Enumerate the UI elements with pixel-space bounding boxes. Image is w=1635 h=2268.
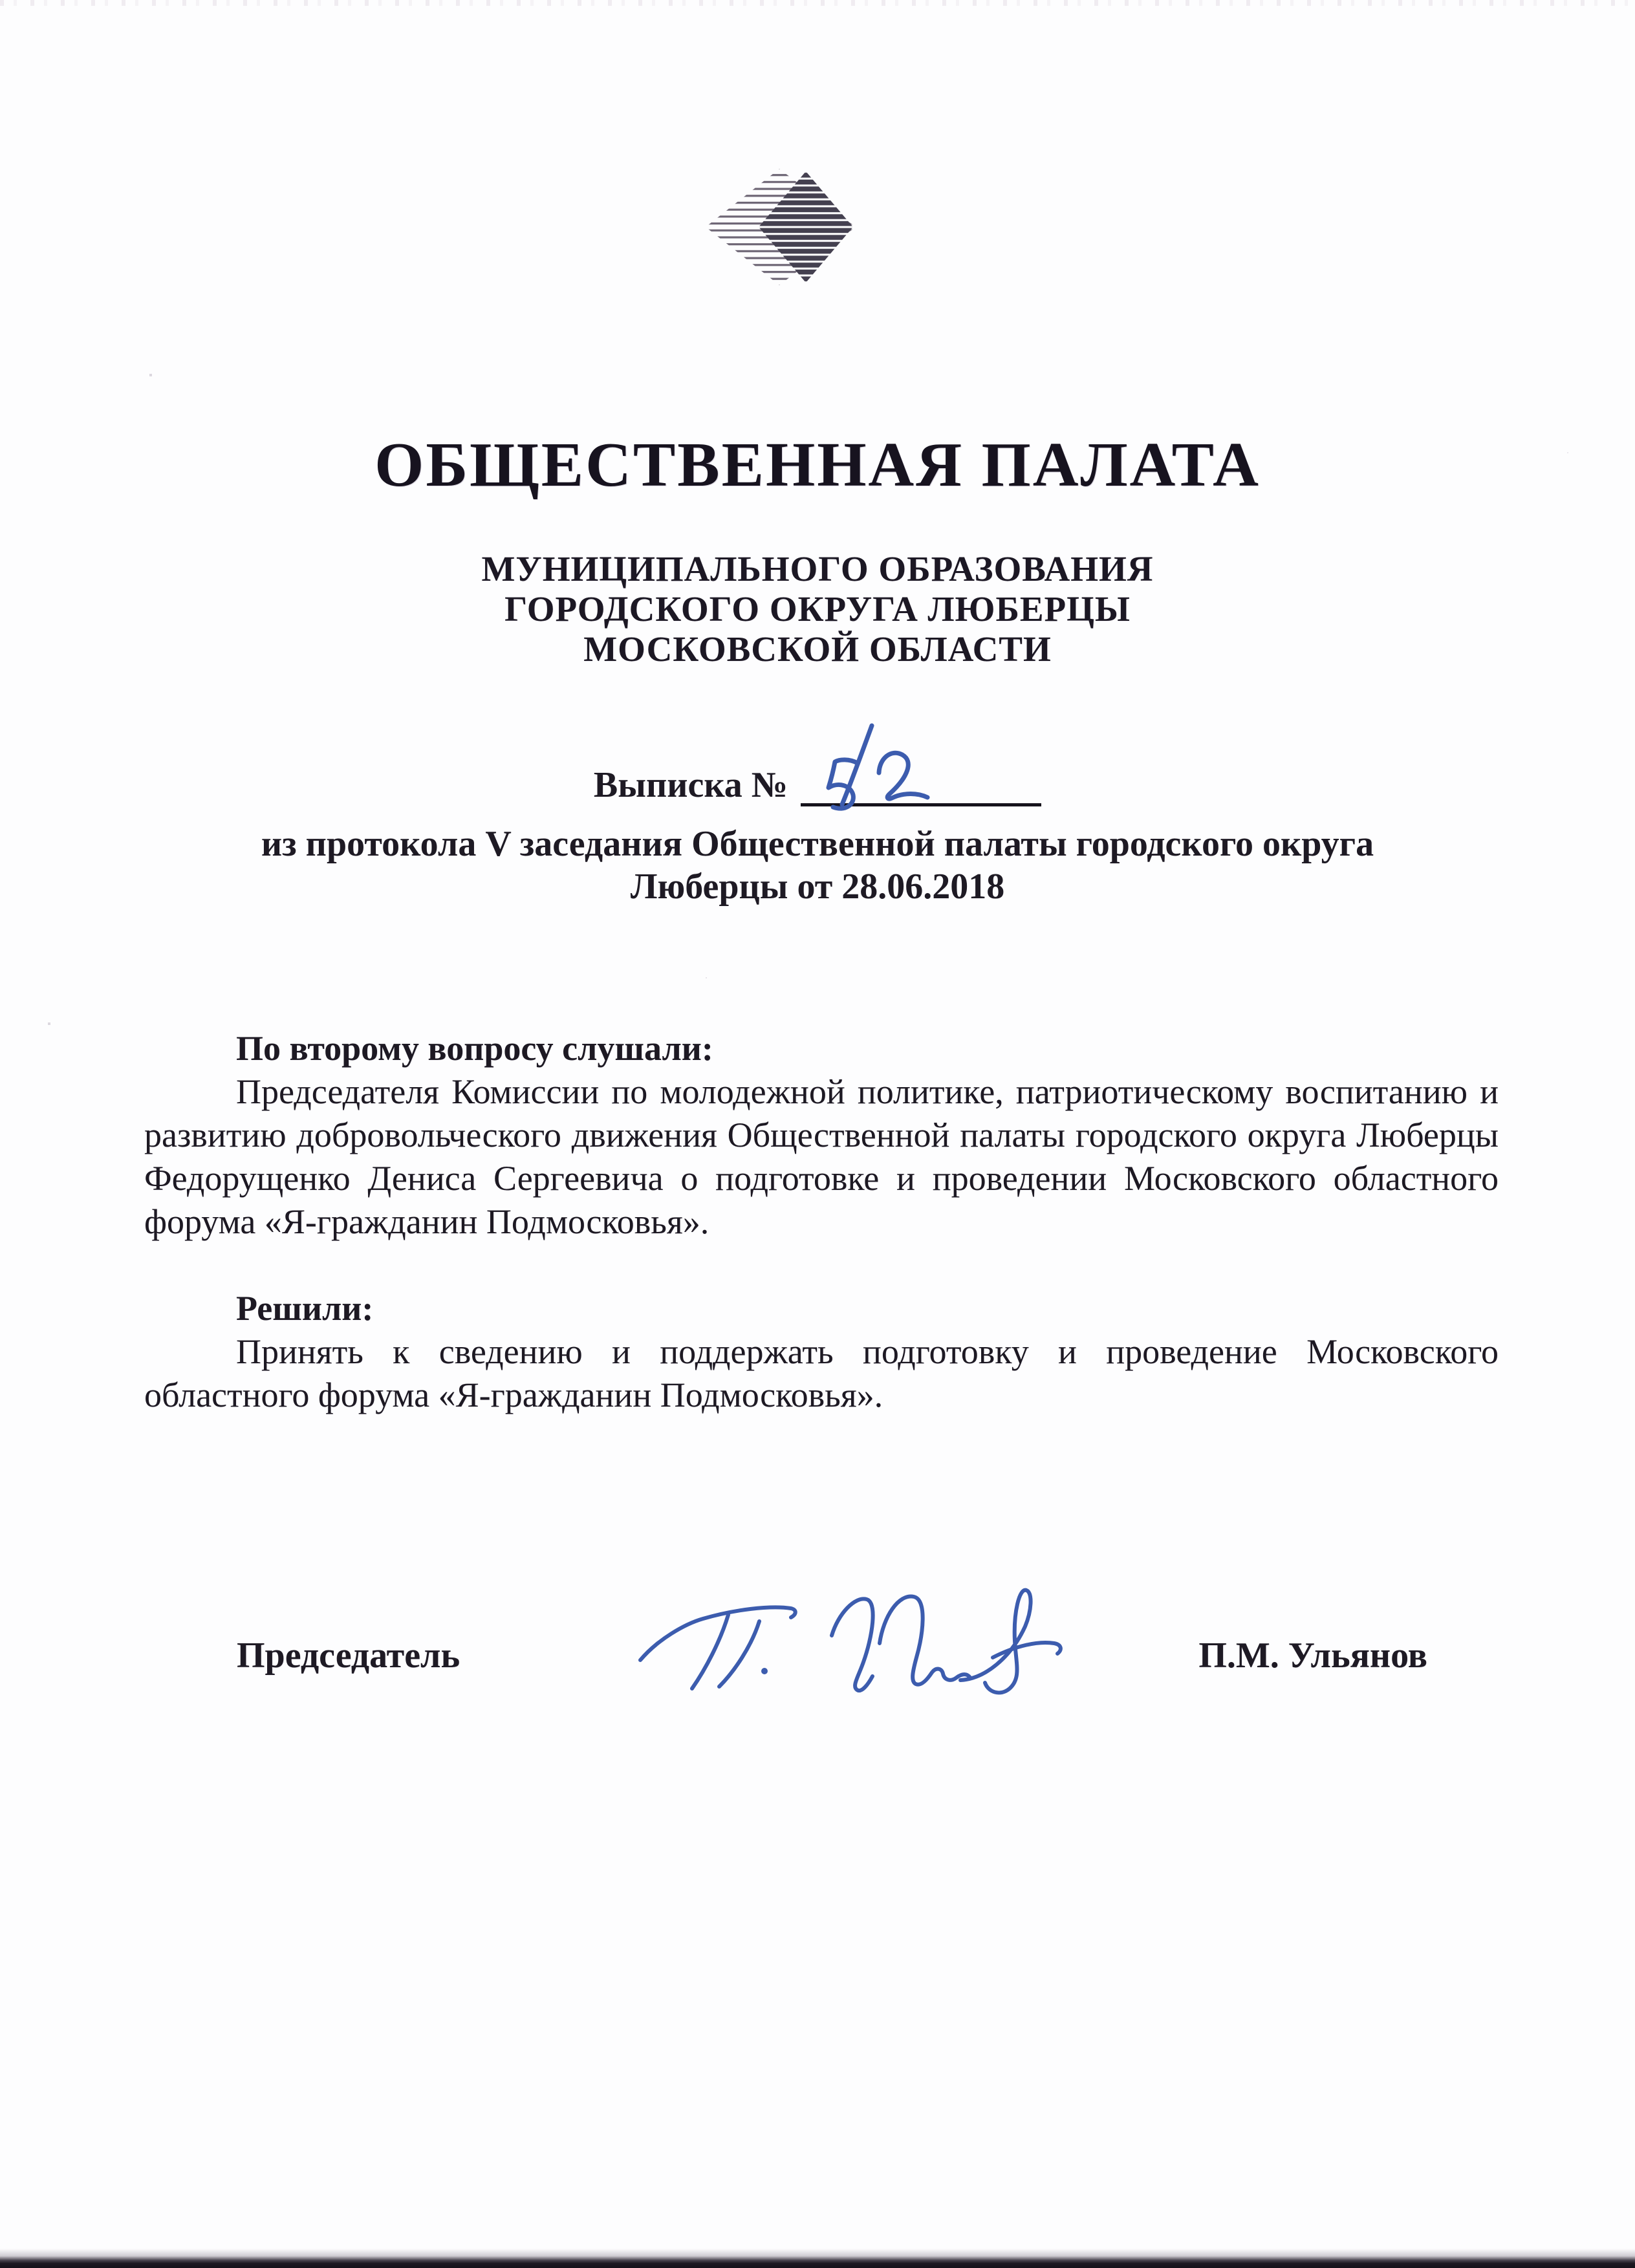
organization-subtitle-line1: МУНИЦИПАЛЬНОГО ОБРАЗОВАНИЯ xyxy=(481,549,1154,589)
handwritten-signature xyxy=(631,1581,1070,1711)
signature-p-swash xyxy=(640,1607,796,1660)
organization-subtitle xyxy=(0,549,1635,669)
signer-name: П.М. Ульянов xyxy=(1198,1636,1427,1676)
section1-heading: По второму вопросу слушали: xyxy=(236,1029,713,1068)
extract-source-line1: из протокола V заседания Общественной палаты городского округа xyxy=(261,824,1374,864)
section1-paragraph: Председателя Комиссии по молодежной политике, патриотическому воспитанию и развитию добровольческого движения Общественной палаты городского округа Люберцы Федорущенко Дениса Сергеевича о подготовке и проведении Московского областного форума «Я-гражданин Подмосковья». xyxy=(144,1072,1499,1241)
extract-number-line xyxy=(0,762,1635,806)
organization-subtitle-line2: ГОРОДСКОГО ОКРУГА ЛЮБЕРЦЫ xyxy=(504,589,1131,629)
signature-tall-loop xyxy=(960,1590,1031,1693)
signature-u-first-stroke xyxy=(832,1599,873,1690)
handwritten-slash xyxy=(842,726,872,805)
signer-role: Председатель xyxy=(237,1636,460,1676)
striped-diamond-logo-icon xyxy=(700,165,856,289)
signature-tail-flourish xyxy=(993,1643,1061,1658)
section2-heading: Решили: xyxy=(236,1289,374,1328)
extract-number-blank-line xyxy=(801,762,1041,806)
extract-label: Выписка № xyxy=(593,765,788,805)
signature-p-right-leg xyxy=(719,1621,759,1687)
handwritten-digit-2 xyxy=(879,753,927,799)
extract-source-line2: Люберцы от 28.06.2018 xyxy=(630,867,1005,907)
organization-subtitle-line3: МОСКОВСКОЙ ОБЛАСТИ xyxy=(583,629,1052,669)
section2-paragraph: Принять к сведению и поддержать подготовку и проведение Московского областного форума «Я-гражданин Подмосковья». xyxy=(144,1332,1499,1414)
document-body xyxy=(144,1027,1499,1417)
scan-noise-top xyxy=(0,0,1635,6)
signature-period-dot xyxy=(761,1668,768,1674)
signature-p-left-leg xyxy=(692,1615,728,1689)
organization-title: ОБЩЕСТВЕННАЯ ПАЛАТА xyxy=(374,430,1261,500)
signature-middle-letters xyxy=(880,1597,970,1685)
scan-edge-bottom xyxy=(0,2249,1635,2268)
handwritten-extract-number xyxy=(814,723,1034,820)
